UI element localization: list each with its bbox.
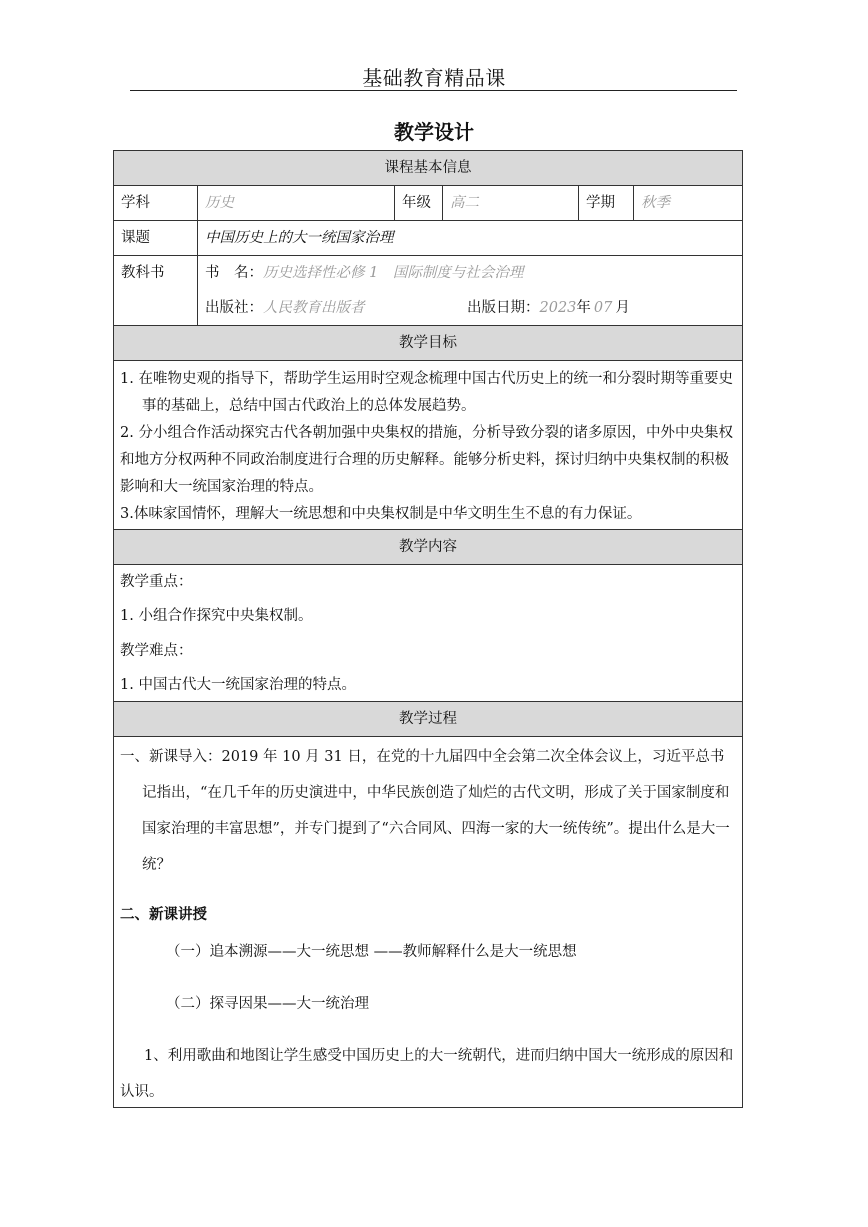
publisher-label: 出版社： [205,300,263,316]
term-label: 学期 [579,186,634,220]
book-name-line [205,256,742,291]
book-name-value: 历史选择性必修 1 国际制度与社会治理 [263,265,524,281]
doc-title: 教学设计 [394,120,474,144]
objective-item: 1. 在唯物史观的指导下，帮助学生运用时空观念梳理中国古代历史上的统一和分裂时期等重要史事的基础上，总结中国古代政治上的总体发展趋势。 [120,371,733,414]
process-body [114,737,742,1108]
key-point-item: 1. 小组合作探究中央集权制。 [120,608,313,624]
publisher-value: 人民教育出版者 [263,300,365,316]
textbook-row [114,256,742,326]
textbook-info [198,256,742,325]
header-rule [130,90,737,91]
pub-year: 2023 [539,300,577,316]
content-body [114,565,742,702]
subject-row [114,186,742,221]
paragraph-one: 1、利用歌曲和地图让学生感受中国历史上的大一统朝代，进而归纳中国大一统形成的原因和认识。 [120,1048,734,1100]
subject-value: 历史 [198,186,395,220]
lesson-plan-table [113,150,743,1108]
topic-value: 中国历史上的大一统国家治理 [205,230,394,246]
subsection-two: （二）探寻因果——大一统治理 [166,996,369,1012]
pub-date-label: 出版日期： [467,300,540,316]
year-unit: 年 [576,300,591,316]
grade-value: 高二 [443,186,579,220]
subject-label: 学科 [114,186,198,220]
topic-row [114,221,742,256]
textbook-label: 教科书 [114,256,198,325]
section-two-heading: 二、新课讲授 [120,906,207,923]
publisher-line [205,291,742,326]
term-value: 秋季 [641,195,670,211]
topic-label: 课题 [114,221,198,255]
book-name-label: 书 名： [205,265,263,281]
content-heading: 教学内容 [114,530,742,565]
intro-paragraph: 一、新课导入：2019 年 10 月 31 日，在党的十九届四中全会第二次全体会议上，习近平总书记指出，“在几千年的历史演进中，中华民族创造了灿烂的古代文明，形成了关于国家制度和国家治理的丰富思想”，并专门提到了“六合同风、四海一家的大一统传统”。提出什么是大一统？ [120,749,730,873]
subsection-one: （一）追本溯源——大一统思想 ——教师解释什么是大一统思想 [166,944,577,960]
grade-label: 年级 [395,186,443,220]
header-title: 基础教育精品课 [362,66,506,90]
objectives-body [114,361,742,530]
objectives-heading: 教学目标 [114,326,742,361]
basic-info-heading: 课程基本信息 [114,151,742,186]
process-heading: 教学过程 [114,702,742,737]
objective-item: 3.体味家国情怀，理解大一统思想和中央集权制是中华文明生生不息的有力保证。 [120,506,642,522]
difficulty-item: 1. 中国古代大一统国家治理的特点。 [120,677,356,693]
objective-item: 2. 分小组合作活动探究古代各朝加强中央集权的措施，分析导致分裂的诸多原因，中外中央集权和地方分权两种不同政治制度进行合理的历史解释。能够分析史料，探讨归纳中央集权制的积极影响和大一统国家治理的特点。 [120,425,733,495]
month-unit: 月 [615,300,630,316]
key-points-label: 教学重点： [120,574,193,590]
pub-month: 07 [593,300,613,316]
difficulty-label: 教学难点： [120,643,193,659]
